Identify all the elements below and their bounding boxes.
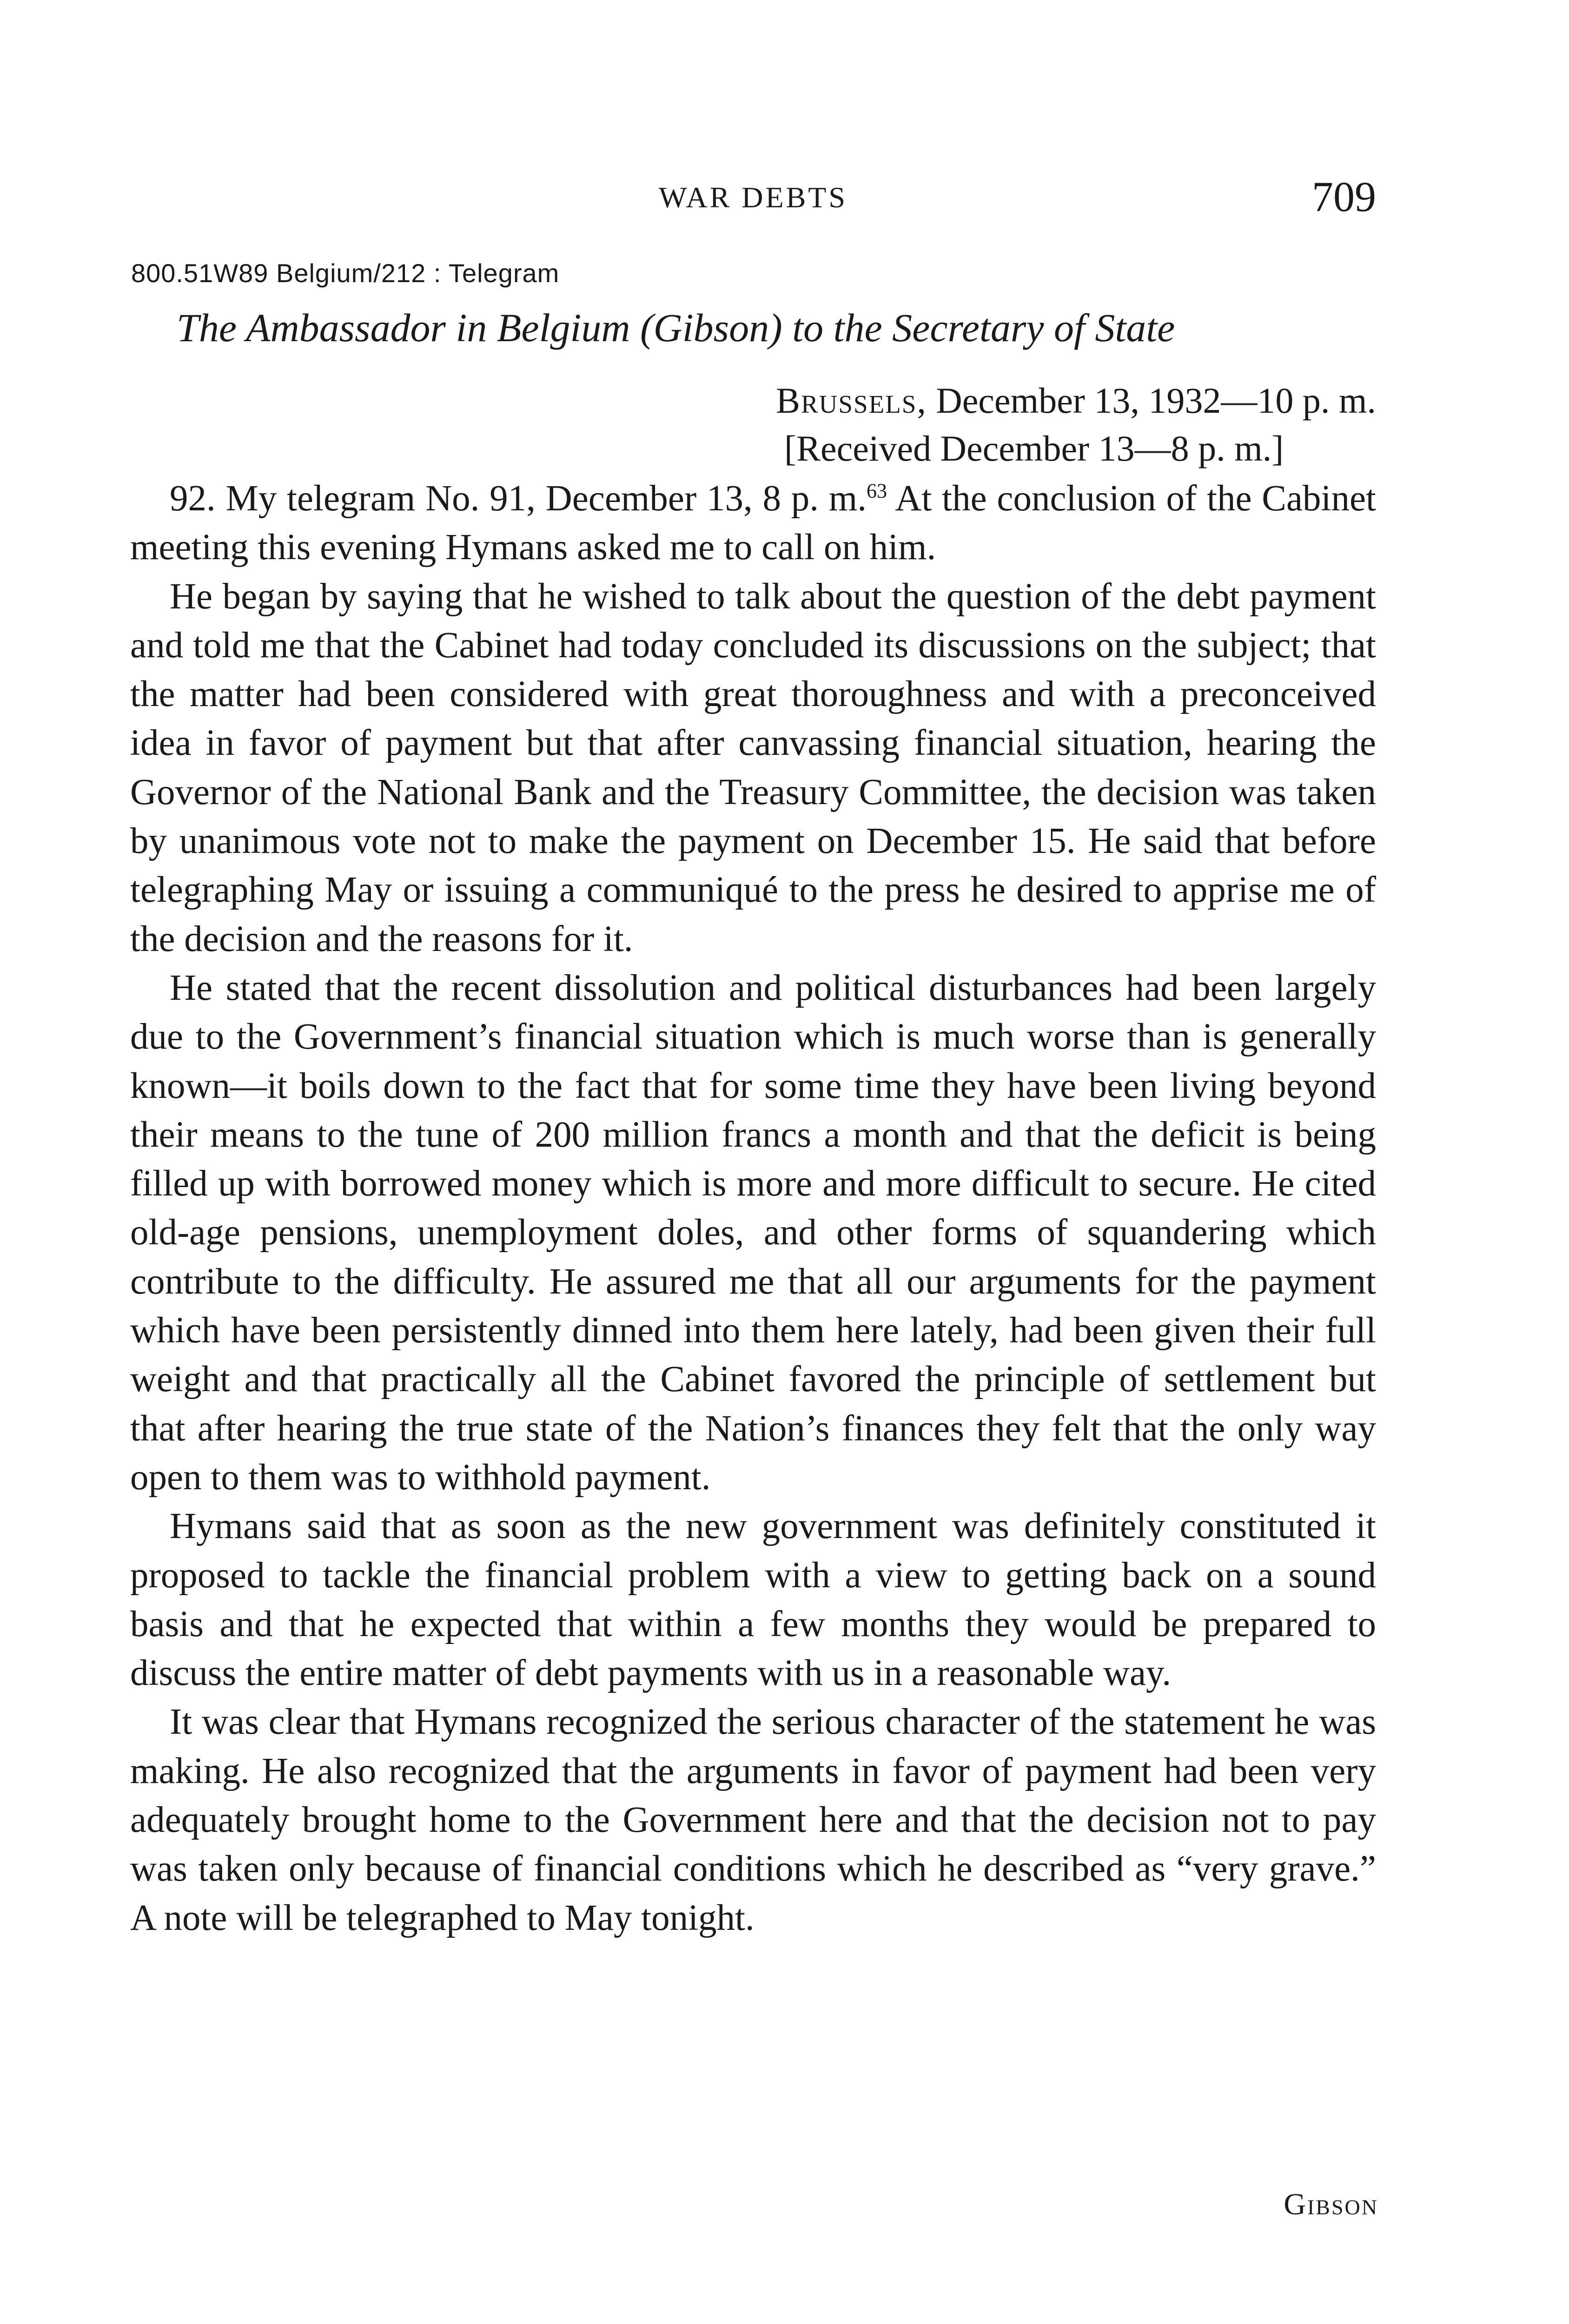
dateline-sent xyxy=(776,376,1376,424)
file-reference: 800.51W89 Belgium/212 : Telegram xyxy=(131,258,560,288)
dateline-place: Brussels, xyxy=(775,380,927,421)
paragraph-2: He began by saying that he wished to talk about the question of the debt payment and told me that the Cabinet had today concluded its discussions on the subject; that the matter had been considered with great thoroughness and with a preconceived idea in favor of payment but that after canvassing financial situation, hearing the Governor of the National Bank and the Treasury Committee, the decision was taken by unanimous vote not to make the payment on December 15. He said that before telegraphing May or issuing a communiqué to the press he desired to apprise me of the decision and the reasons for it. xyxy=(130,576,1376,959)
footnote-reference: 63 xyxy=(866,479,887,502)
running-head xyxy=(130,172,1376,218)
telegram-body xyxy=(130,474,1376,1942)
signature: Gibson xyxy=(1284,2187,1378,2221)
dateline xyxy=(776,376,1376,472)
document-heading: The Ambassador in Belgium (Gibson) to the Secretary of State xyxy=(177,305,1175,350)
dateline-received: [Received December 13—8 p. m.] xyxy=(784,428,1284,469)
paragraph-3: He stated that the recent dissolution and political disturbances had been largely due to the Government’s financial situation which is much worse than is generally known—it boils down to the fact that for some time they have been living beyond their means to the tune of 200 million francs a month and that the deficit is being filled up with borrowed money which is more and more difficult to secure. He cited old-age pensions, unemployment doles, and other forms of squandering which contribute to the difficulty. He assured me that all our arguments for the payment which have been persistently dinned into them here lately, had been given their full weight and that practically all the Cabinet favored the principle of settlement but that after hearing the true state of the Nation’s finances they felt that the only way open to them was to withhold payment. xyxy=(130,967,1376,1498)
paragraph-1-rest: At the conclusion of the Cabinet meeting this evening Hymans asked me to call on him. xyxy=(130,478,1376,568)
paragraph-4: Hymans said that as soon as the new government was definitely constituted it proposed to tackle the financial problem with a view to getting back on a sound basis and that he expected that within a few months they would be prepared to discuss the entire matter of debt payments with us in a reasonable way. xyxy=(130,1506,1376,1694)
paragraph-1 xyxy=(130,474,1376,572)
paragraph-1-lead: 92. My telegram No. 91, December 13, 8 p. m. xyxy=(170,478,867,519)
dateline-date: December 13, 1932—10 p. m. xyxy=(927,380,1376,421)
page-number: 709 xyxy=(1312,173,1376,220)
running-title: WAR DEBTS xyxy=(659,181,847,214)
paragraph-5: It was clear that Hymans recognized the serious character of the statement he was making. He also recognized that the arguments in favor of payment had been very adequately brought home to the Government here and that the decision not to pay was taken only because of financial conditions which he described as “very grave.” A note will be telegraphed to May tonight. xyxy=(130,1702,1376,1938)
